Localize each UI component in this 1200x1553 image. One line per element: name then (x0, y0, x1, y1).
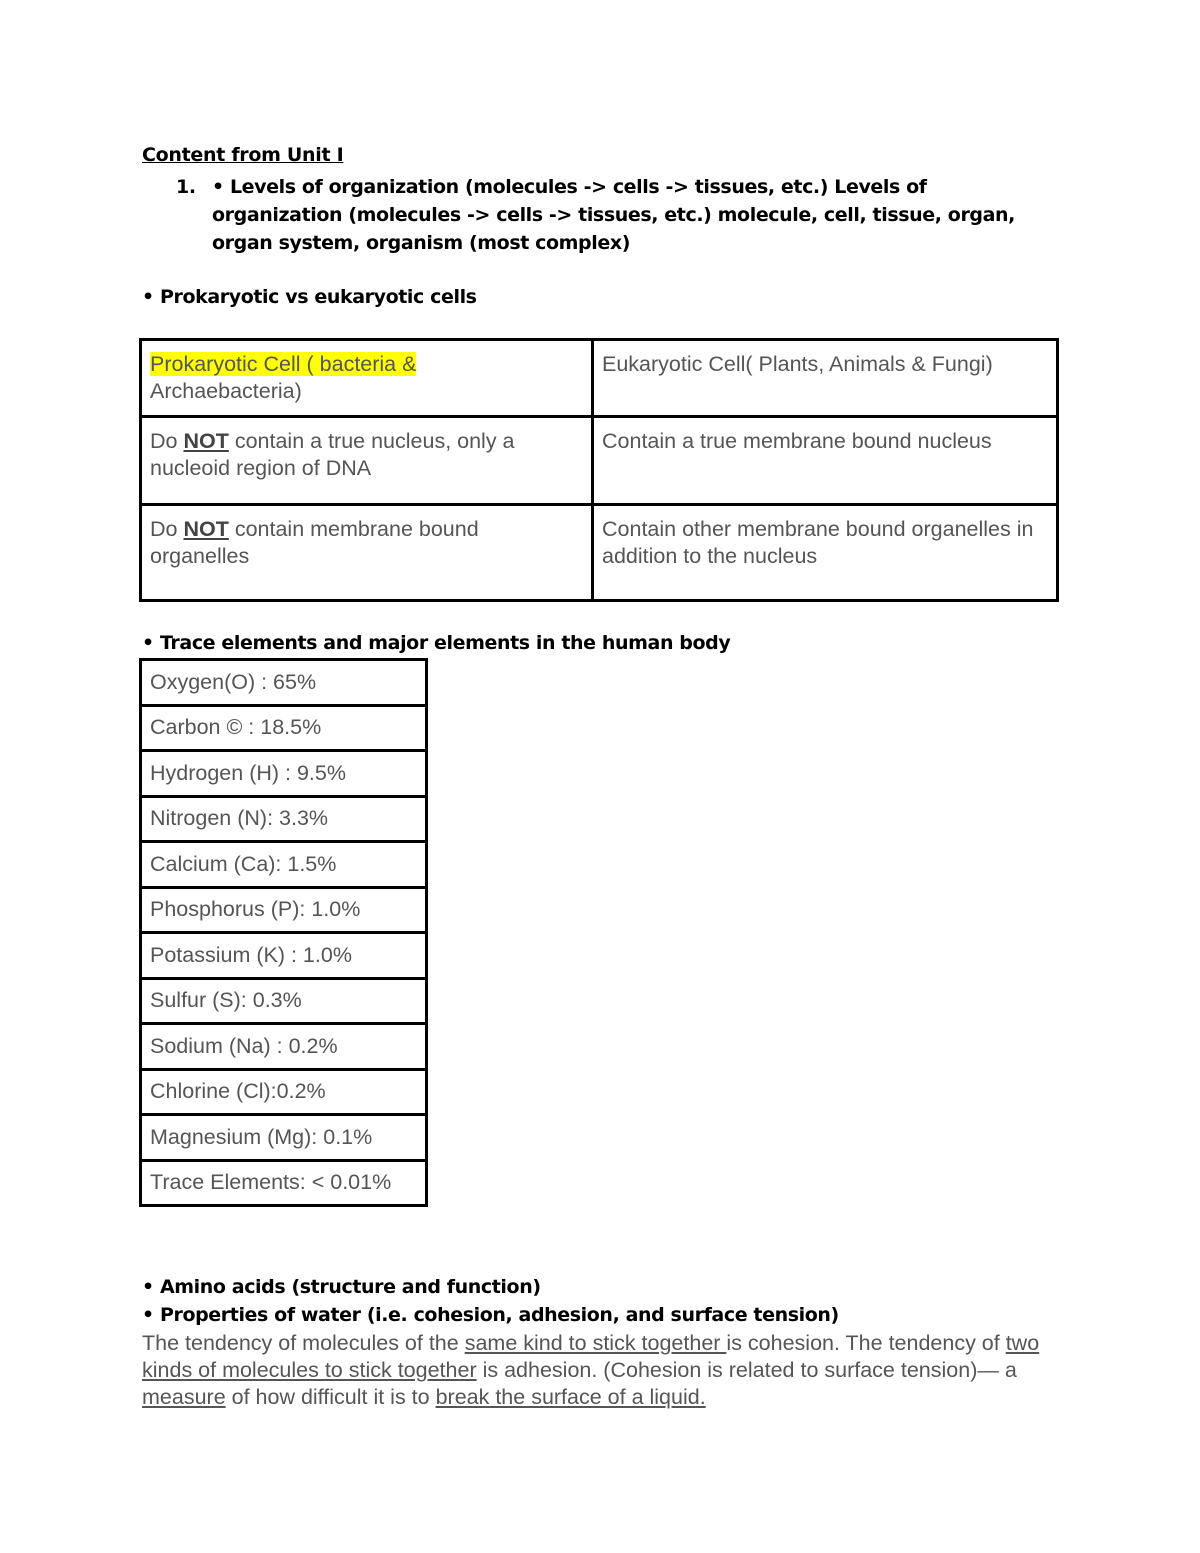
table-row (141, 1115, 427, 1161)
element-cell: Hydrogen (H) : 9.5% (141, 751, 427, 797)
table-row (141, 796, 427, 842)
cell-text: Do (150, 429, 184, 453)
element-cell: Potassium (K) : 1.0% (141, 933, 427, 979)
table-row (141, 660, 427, 706)
table-row (141, 1069, 427, 1115)
list-item-text: • Levels of organization (molecules -> cells -> tissues, etc.) Levels of organization (molecules -> cells -> tissues, etc.) molecule, cell, tissue, organ, organ system, organism (most complex) (212, 176, 1015, 254)
table-row (141, 933, 427, 979)
para-text: The tendency of molecules of the (142, 1331, 465, 1355)
element-cell: Oxygen(O) : 65% (141, 660, 427, 706)
table-row (141, 842, 427, 888)
list-item-levels-of-organization (142, 173, 1057, 257)
table-row (141, 705, 427, 751)
table-cell-eukaryotic-nucleus: Contain a true membrane bound nucleus (593, 417, 1058, 505)
section-heading: Content from Unit I (142, 144, 344, 166)
header-left-rest: Archaebacteria) (150, 379, 302, 403)
table-row (141, 751, 427, 797)
para-text: is cohesion. The tendency of (726, 1331, 1006, 1355)
table-row (141, 1024, 427, 1070)
water-paragraph (142, 1330, 1072, 1411)
cell-text: Do (150, 517, 184, 541)
para-text: of how difficult it is to (225, 1385, 436, 1409)
list-number: 1. (176, 176, 196, 198)
table-row (141, 887, 427, 933)
underlined-text: two kinds of molecules to stick together (142, 1331, 1040, 1382)
bullet-prokaryotic-vs-eukaryotic: • Prokaryotic vs eukaryotic cells (142, 286, 477, 308)
cell-text: contain membrane bound organelles (150, 517, 479, 568)
table-row (141, 340, 1058, 417)
table-row (141, 417, 1058, 505)
underlined-text: measure (142, 1385, 226, 1409)
table-cell-prokaryotic-organelles (141, 505, 593, 601)
table-row (141, 978, 427, 1024)
table-cell-prokaryotic-nucleus (141, 417, 593, 505)
para-text: is adhesion. (Cohesion is related to surface tension)— a (476, 1358, 1017, 1382)
bullet-amino-acids: • Amino acids (structure and function) (142, 1276, 541, 1298)
element-cell: Chlorine (Cl):0.2% (141, 1069, 427, 1115)
cell-comparison-table (139, 338, 1059, 602)
element-cell: Sodium (Na) : 0.2% (141, 1024, 427, 1070)
emphasis-not: NOT (183, 517, 229, 541)
bullet-properties-of-water: • Properties of water (i.e. cohesion, adhesion, and surface tension) (142, 1304, 839, 1326)
bullet-trace-elements: • Trace elements and major elements in the human body (142, 632, 731, 654)
element-cell: Magnesium (Mg): 0.1% (141, 1115, 427, 1161)
table-cell-prokaryotic-header (141, 340, 593, 417)
highlighted-text: Prokaryotic Cell ( bacteria & (150, 352, 417, 376)
table-cell-eukaryotic-organelles: Contain other membrane bound organelles in addition to the nucleus (593, 505, 1058, 601)
element-cell: Calcium (Ca): 1.5% (141, 842, 427, 888)
table-row (141, 505, 1058, 601)
element-cell: Carbon © : 18.5% (141, 705, 427, 751)
element-cell: Nitrogen (N): 3.3% (141, 796, 427, 842)
cell-text: contain a true nucleus, only a nucleoid region of DNA (150, 429, 515, 480)
element-cell: Phosphorus (P): 1.0% (141, 887, 427, 933)
table-cell-eukaryotic-header: Eukaryotic Cell( Plants, Animals & Fungi) (593, 340, 1058, 417)
emphasis-not: NOT (183, 429, 229, 453)
element-cell: Trace Elements: < 0.01% (141, 1160, 427, 1206)
elements-table (139, 658, 428, 1207)
underlined-text: break the surface of a liquid. (435, 1385, 706, 1409)
element-cell: Sulfur (S): 0.3% (141, 978, 427, 1024)
table-row (141, 1160, 427, 1206)
underlined-text: same kind to stick together (464, 1331, 727, 1355)
